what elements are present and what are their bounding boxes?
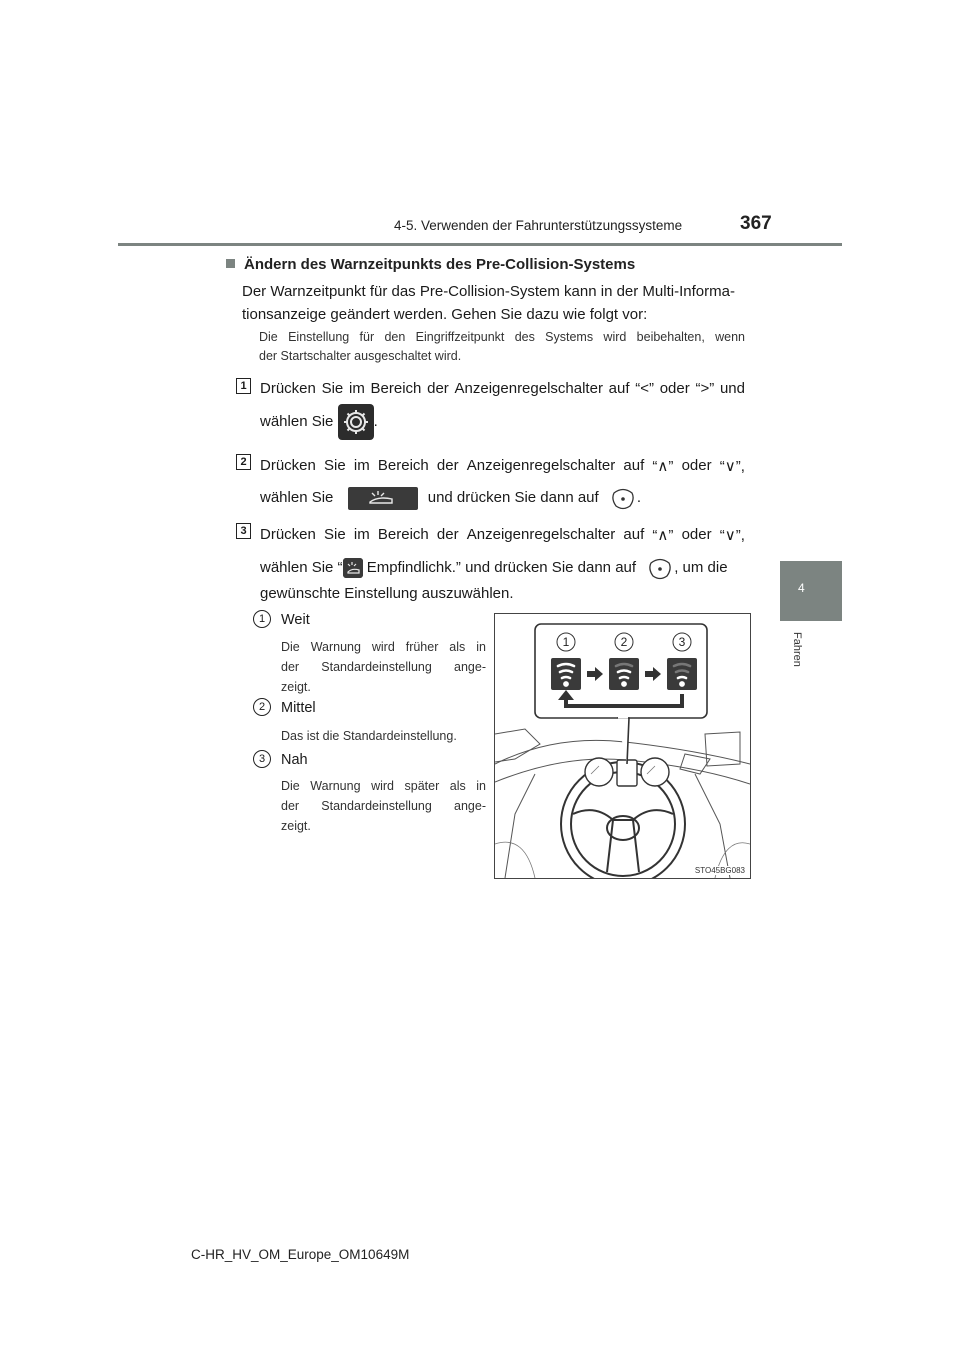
word: Standardeinstellung — [321, 799, 432, 813]
option-number: 3 — [258, 753, 266, 765]
step-number-badge — [236, 378, 251, 394]
word: im — [353, 457, 370, 474]
step-1-line-1 — [260, 380, 745, 397]
word: Die — [281, 779, 300, 793]
word: Anzeigenregelschalter — [454, 380, 603, 397]
word: Die — [281, 640, 300, 654]
word: “<” — [635, 380, 654, 397]
enter-button-icon — [609, 484, 637, 512]
section-title-text: Ändern des Warnzeitpunkts des Pre-Collision-Systems — [244, 256, 636, 273]
option-number-badge — [253, 610, 271, 628]
word: der — [427, 380, 449, 397]
word: “∨”, — [719, 458, 745, 475]
word: Drücken — [260, 457, 316, 474]
word: Anzeigenregelschalter — [466, 526, 616, 543]
section-marker-icon — [226, 259, 235, 268]
section-intro — [242, 280, 745, 326]
step-2-line-2 — [260, 483, 641, 513]
word: der — [281, 799, 300, 813]
word: als — [449, 640, 466, 654]
header-divider — [118, 243, 842, 246]
option-description: Das ist die Standardeinstellung. — [281, 729, 457, 743]
step-3-line-1 — [260, 526, 745, 544]
step-text: , um die — [674, 559, 728, 576]
intro-line: Der Warnzeitpunkt für das Pre-Collision-System kann in der Multi-Informa- — [242, 283, 735, 300]
step-3-line-2 — [260, 553, 728, 583]
word: auf — [623, 526, 645, 543]
word: in — [476, 779, 486, 793]
word: im — [348, 380, 365, 397]
word: ange- — [454, 660, 486, 674]
callout-number: 2 — [620, 635, 628, 649]
step-text: wählen Sie “ — [260, 559, 343, 576]
dashboard-illustration — [494, 613, 751, 879]
word: wird — [371, 640, 395, 654]
step-1-line-2 — [260, 403, 378, 441]
word: oder — [659, 380, 690, 397]
pre-collision-menu-icon — [348, 487, 418, 510]
word: oder — [681, 526, 712, 543]
option-number: 2 — [258, 701, 266, 713]
step-text: wählen Sie — [260, 489, 334, 506]
figure-code: STO45BG083 — [694, 866, 745, 875]
word: ange- — [454, 799, 486, 813]
word: im — [353, 526, 370, 543]
word: der — [281, 660, 300, 674]
word: der — [436, 457, 459, 474]
dashboard-drawing — [495, 614, 750, 878]
pre-collision-sensitivity-icon — [343, 558, 363, 578]
word: Drücken — [260, 380, 316, 397]
chapter-number: 4 — [798, 581, 805, 595]
chapter-tab — [780, 561, 842, 621]
chapter-label: Fahren — [791, 632, 803, 667]
word: Bereich — [377, 526, 429, 543]
step-text: . — [373, 413, 378, 430]
option-description — [281, 776, 486, 836]
word: auf — [623, 457, 645, 474]
word: oder — [681, 457, 712, 474]
option-label: Mittel — [281, 700, 316, 716]
step-number: 1 — [240, 380, 247, 392]
chapter-label-box — [787, 628, 807, 688]
step-2-line-1 — [260, 457, 745, 475]
word: in — [476, 640, 486, 654]
footer-document-code: C-HR_HV_OM_Europe_OM10649M — [191, 1247, 410, 1262]
option-description — [281, 637, 486, 697]
note-line: Die Einstellung für den Eingriffzeitpunkt des Systems wird beibehalten, wenn — [259, 330, 745, 344]
word: Sie — [324, 526, 346, 543]
word: Anzeigenregelschalter — [466, 457, 616, 474]
option-label: Weit — [281, 612, 310, 628]
option-description-line: zeigt. — [281, 819, 311, 833]
step-text: wählen Sie — [260, 413, 334, 430]
section-title — [226, 256, 635, 273]
word: auf — [608, 380, 630, 397]
step-number: 3 — [240, 525, 247, 537]
option-number-badge — [253, 750, 271, 768]
word: “∨”, — [719, 527, 745, 544]
option-description-line: zeigt. — [281, 680, 311, 694]
word: wird — [371, 779, 394, 793]
header-section-title: 4-5. Verwenden der Fahrunterstützungssysteme — [394, 218, 683, 233]
step-text: und drücken Sie dann auf — [427, 489, 599, 506]
word: Warnung — [310, 640, 361, 654]
word: Bereich — [377, 457, 429, 474]
word: “∧” — [652, 527, 674, 544]
word: Sie — [321, 380, 344, 397]
callout-number: 3 — [678, 635, 686, 649]
word: früher — [405, 640, 439, 654]
step-text: Empfindlichk.” und drücken Sie dann auf — [366, 559, 637, 576]
word: Warnung — [310, 779, 361, 793]
intro-line: tionsanzeige geändert werden. Gehen Sie dazu wie folgt vor: — [242, 306, 648, 323]
word: Standardeinstellung — [321, 660, 432, 674]
settings-gear-icon — [338, 404, 374, 440]
page-number: 367 — [740, 213, 772, 234]
callout-number: 1 — [562, 635, 570, 649]
word: Drücken — [260, 526, 316, 543]
word: später — [404, 779, 440, 793]
word: Sie — [324, 457, 346, 474]
word: als — [449, 779, 466, 793]
word: und — [719, 380, 745, 397]
step-text: . — [636, 489, 642, 506]
step-number-badge — [236, 523, 251, 539]
enter-button-icon — [646, 554, 674, 582]
note-line: der Startschalter ausgeschaltet wird. — [259, 349, 462, 363]
option-label: Nah — [281, 752, 308, 768]
step-3-line-3: gewünschte Einstellung auszuwählen. — [260, 585, 514, 602]
option-number: 1 — [258, 613, 266, 625]
word: “>” — [695, 380, 715, 397]
option-number-badge — [253, 698, 271, 716]
section-note — [259, 328, 745, 366]
word: Bereich — [370, 380, 422, 397]
step-number-badge — [236, 454, 251, 470]
word: “∧” — [652, 458, 674, 475]
word: der — [436, 526, 459, 543]
step-number: 2 — [240, 456, 247, 468]
